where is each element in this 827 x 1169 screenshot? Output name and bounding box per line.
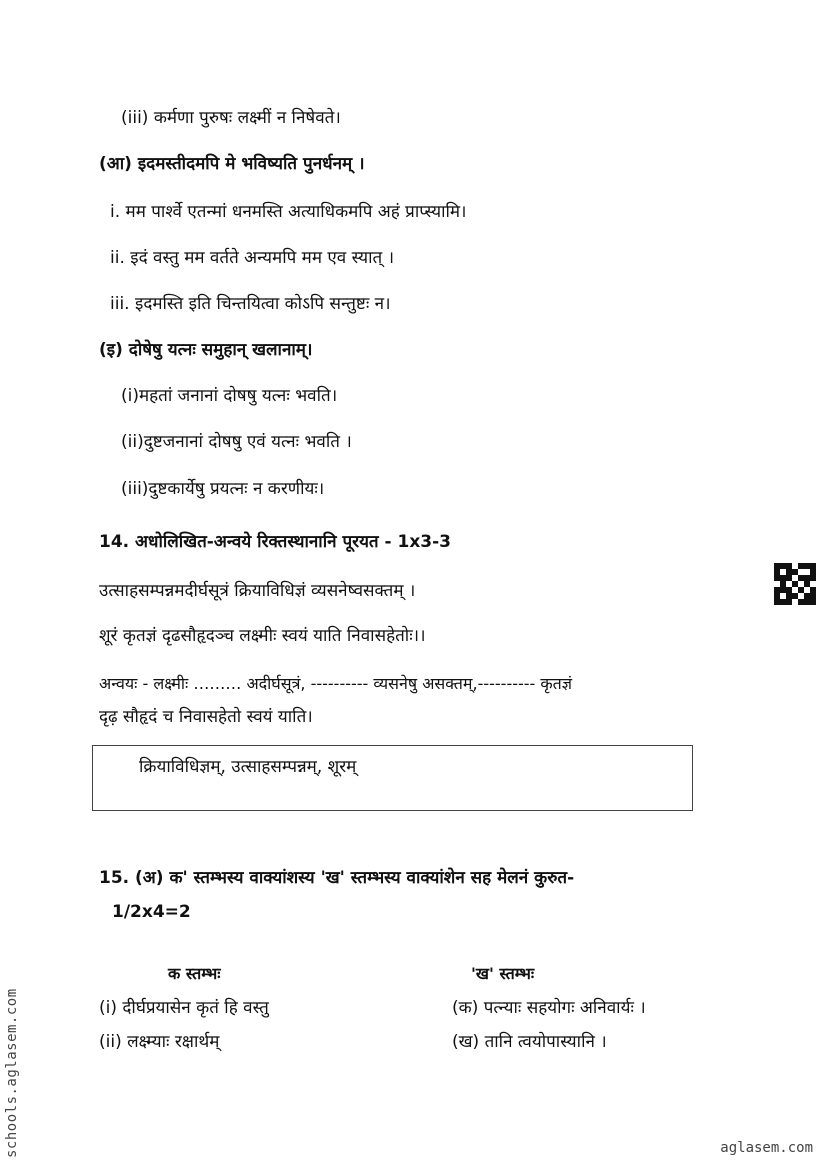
q13-i-option-2: (ii)दुष्टजनानां दोषषु एवं यत्नः भवति । xyxy=(121,432,352,452)
word-bank-box xyxy=(92,745,693,811)
q13-aa-option-3: iii. इदमस्ति इति चिन्तयित्वा कोऽपि सन्तुष्टः न। xyxy=(110,294,391,314)
column-ka-title: क स्तम्भः xyxy=(168,964,221,983)
q15-heading-line-1: 15. (अ) क' स्तम्भस्य वाक्यांशस्य 'ख' स्तम्भस्य वाक्यांशेन सह मेलनं कुरुत- xyxy=(99,868,575,888)
q14-heading: 14. अधोलिखित-अन्वये रिक्तस्थानानि पूरयत - 1x3-3 xyxy=(99,532,452,552)
q13-aa-option-1: i. मम पार्श्वे एतन्मां धनमस्ति अत्याधिकमपि अहं प्राप्स्यामि। xyxy=(110,202,467,222)
q14-verse-line-1: उत्साहसम्पन्नमदीर्घसूत्रं क्रियाविधिज्ञं व्यसनेष्वसक्तम् । xyxy=(99,581,416,601)
word-bank-text: क्रियाविधिज्ञम्, उत्साहसम्पन्नम्, शूरम् xyxy=(139,757,357,777)
footer-watermark: aglasem.com xyxy=(720,1140,813,1156)
q14-anvaya-line-1: अन्वयः - लक्ष्मीः ……… अदीर्घसूत्रं, ---------- व्यसनेषु असक्तम्,---------- कृतज्ञं xyxy=(99,674,573,693)
q13-aa-heading: (आ) इदमस्तीदमपि मे भविष्यति पुनर्धनम् । xyxy=(99,154,365,174)
q14-anvaya-line-2: दृढ़ सौहृदं च निवासहेतो स्वयं याति। xyxy=(99,707,313,727)
q13-ahd-option-3: (iii) कर्मणा पुरुषः लक्ष्मीं न निषेवते। xyxy=(121,108,341,128)
side-watermark: schools.aglasem.com xyxy=(4,988,20,1158)
q14-verse-line-2: शूरं कृतज्ञं दृढसौहृदञ्च लक्ष्मीः स्वयं याति निवासहेतोः।। xyxy=(99,626,426,646)
q13-aa-option-2: ii. इदं वस्तु मम वर्तते अन्यमपि मम एव स्यात् । xyxy=(110,248,395,268)
column-kha-item-1: (क) पत्न्याः सहयोगः अनिवार्यः । xyxy=(452,998,646,1018)
q15-heading-line-2: 1/2x4=2 xyxy=(112,902,191,922)
q13-i-heading: (इ) दोषेषु यत्नः समुहान् खलानाम्। xyxy=(99,340,313,360)
q13-i-option-3: (iii)दुष्टकार्येषु प्रयत्नः न करणीयः। xyxy=(121,479,325,499)
column-kha-title: 'ख' स्तम्भः xyxy=(471,964,535,983)
column-ka-item-2: (ii) लक्ष्म्याः रक्षार्थम् xyxy=(99,1032,220,1052)
q13-i-option-1: (i)महतां जनानां दोषषु यत्नः भवति। xyxy=(121,386,338,406)
column-kha-item-2: (ख) तानि त्वयोपास्यानि । xyxy=(452,1032,607,1052)
column-ka-item-1: (i) दीर्घप्रयासेन कृतं हि वस्तु xyxy=(99,998,269,1018)
qr-code-icon xyxy=(774,563,816,605)
